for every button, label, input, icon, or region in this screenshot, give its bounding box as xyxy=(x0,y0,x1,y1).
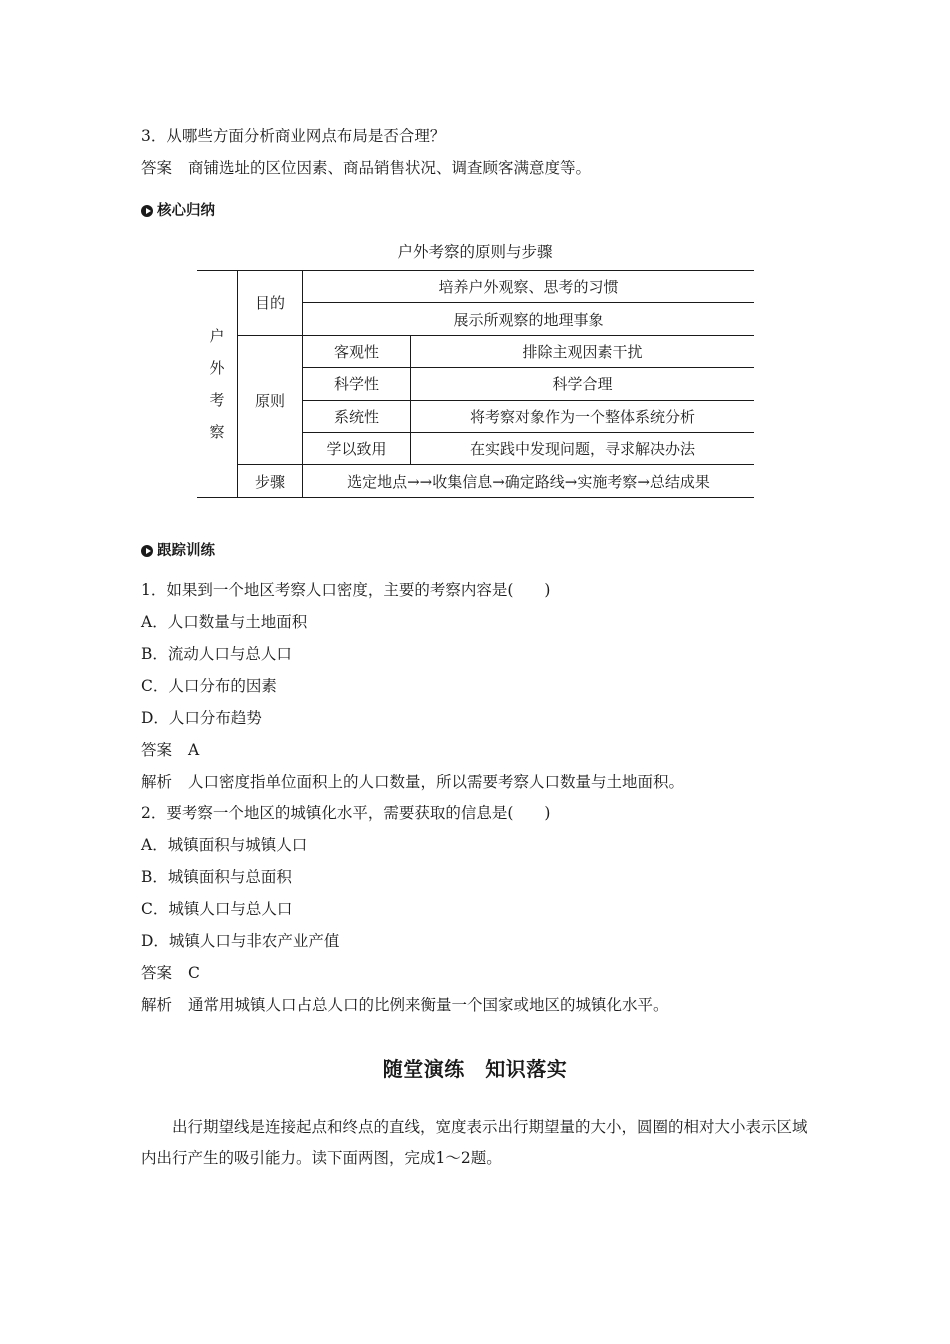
exercise-2-answer xyxy=(141,963,200,983)
exercise-2-option-d: D．城镇人口与非农产业产值 xyxy=(141,932,340,950)
principle-desc-cell: 将考察对象作为一个整体系统分析 xyxy=(411,400,755,432)
exercise-1-option-d: D．人口分布趋势 xyxy=(141,709,262,727)
question-3: 3．从哪些方面分析商业网点布局是否合理？ xyxy=(141,127,446,145)
purpose-cell: 培养户外观察、思考的习惯 xyxy=(303,271,755,303)
table-row xyxy=(197,271,754,303)
exercise-1-option-b: B．流动人口与总人口 xyxy=(141,645,292,663)
root-label: 户外考察 xyxy=(209,326,225,441)
principle-name-cell: 系统性 xyxy=(303,400,411,432)
analysis-text: 人口密度指单位面积上的人口数量，所以需要考察人口数量与土地面积。 xyxy=(188,773,685,791)
purpose-label-cell: 目的 xyxy=(238,271,303,336)
exercise-1-answer xyxy=(141,740,199,760)
answer-3-line xyxy=(141,158,591,178)
analysis-label: 解析 xyxy=(141,773,173,791)
table-title: 户外考察的原则与步骤 xyxy=(397,243,553,261)
answer-label: 答案 xyxy=(141,964,173,982)
principle-desc-cell: 排除主观因素干扰 xyxy=(411,335,755,367)
principles-table xyxy=(197,270,754,498)
exercise-2-option-a: A．城镇面积与城镇人口 xyxy=(141,836,308,854)
exercise-1-option-c: C．人口分布的因素 xyxy=(141,677,277,695)
core-summary-heading xyxy=(141,201,215,221)
principle-desc-cell: 科学合理 xyxy=(411,368,755,400)
exercise-1-analysis xyxy=(141,772,684,792)
exercise-1-option-a: A．人口数量与土地面积 xyxy=(141,613,308,631)
exercise-2-option-b: B．城镇面积与总面积 xyxy=(141,868,292,886)
purpose-cell: 展示所观察的地理事象 xyxy=(303,303,755,335)
answer-text: 商铺选址的区位因素、商品销售状况、调查顾客满意度等。 xyxy=(188,159,592,177)
answer-label: 答案 xyxy=(141,741,173,759)
analysis-label: 解析 xyxy=(141,996,173,1014)
table-row xyxy=(197,465,754,497)
table-row xyxy=(197,335,754,367)
analysis-text: 通常用城镇人口占总人口的比例来衡量一个国家或地区的城镇化水平。 xyxy=(188,996,669,1014)
principle-name-cell: 学以致用 xyxy=(303,432,411,464)
root-cell xyxy=(197,271,238,498)
section-title: 随堂演练 知识落实 xyxy=(382,1057,568,1081)
training-heading xyxy=(141,541,215,561)
play-circle-icon xyxy=(141,545,153,557)
exercise-1-question: 1．如果到一个地区考察人口密度，主要的考察内容是( ) xyxy=(141,581,551,599)
principle-label-cell: 原则 xyxy=(238,335,303,465)
steps-label-cell: 步骤 xyxy=(238,465,303,497)
answer-text: C xyxy=(188,964,200,982)
principle-name-cell: 客观性 xyxy=(303,335,411,367)
answer-text: A xyxy=(188,741,200,759)
intro-paragraph: 出行期望线是连接起点和终点的直线，宽度表示出行期望量的大小，圆圈的相对大小表示区域内出行产生的吸引能力。读下面两图，完成1～2题。 xyxy=(141,1118,808,1167)
play-circle-icon xyxy=(141,205,153,217)
principle-desc-cell: 在实践中发现问题，寻求解决办法 xyxy=(411,432,755,464)
steps-cell: 选定地点→→收集信息→确定路线→实施考察→总结成果 xyxy=(303,465,755,497)
training-label: 跟踪训练 xyxy=(157,543,215,559)
exercise-2-option-c: C．城镇人口与总人口 xyxy=(141,900,293,918)
exercise-2-analysis xyxy=(141,995,669,1015)
core-summary-label: 核心归纳 xyxy=(157,203,215,219)
exercise-2-question: 2．要考察一个地区的城镇化水平，需要获取的信息是( ) xyxy=(141,804,551,822)
answer-label: 答案 xyxy=(141,159,173,177)
principle-name-cell: 科学性 xyxy=(303,368,411,400)
